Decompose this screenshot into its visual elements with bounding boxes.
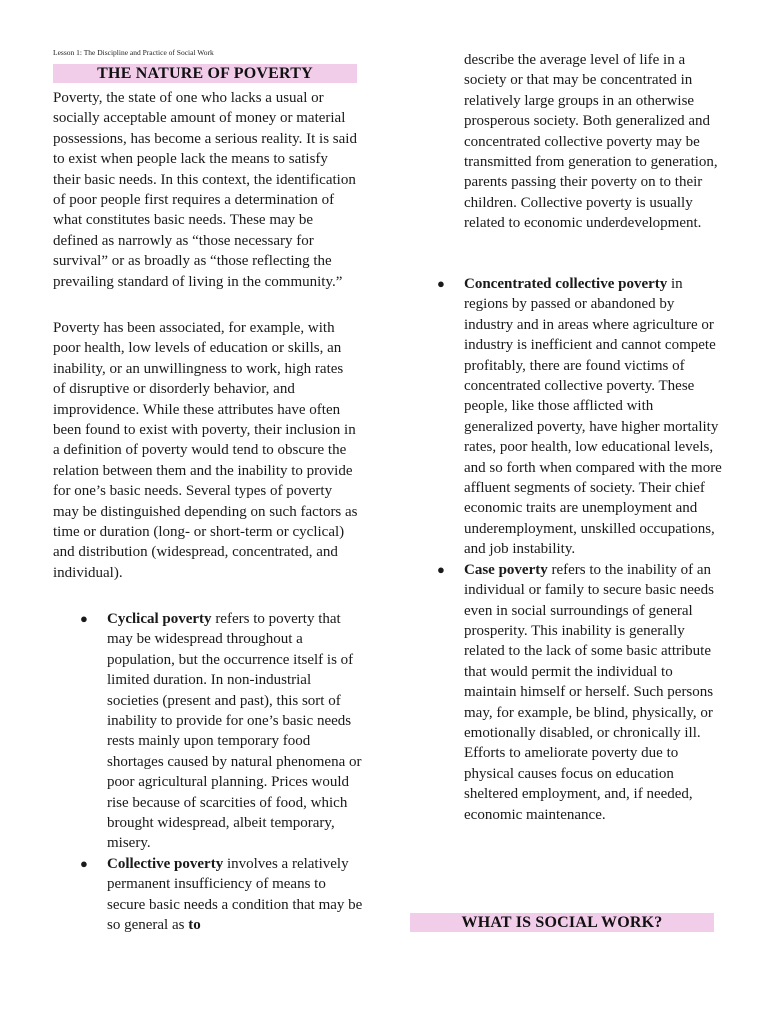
section-heading-nature-of-poverty: THE NATURE OF POVERTY	[53, 64, 357, 83]
bullet-cyclical-poverty	[53, 609, 363, 854]
bullet-trailing-bold: to	[188, 917, 201, 934]
bullet-term: Cyclical poverty	[107, 611, 212, 627]
collective-poverty-continuation: describe the average level of life in a society or that may be concentrated in relatively large groups in an otherwise prosperous society. Both generalized and concentrated collective poverty may be transmitted from generation to generation, parents passing their poverty on to their children. Collective poverty is usually related to economic underdevelopment.	[464, 52, 718, 232]
bullet-text: refers to the inability of an individual or family to secure basic needs even in social surroundings of general prosperity. This inability is generally related to the lack of some basic attribute that would permit the individual to maintain himself or herself. Such persons may, for example, be blind, physically, or emotionally disabled, or chronically ill. Efforts to ameliorate poverty due to physical causes focus on education sheltered employment, and, if needed, economic maintenance.	[464, 561, 714, 823]
bullet-collective-poverty	[53, 854, 363, 936]
bullet-term: Case poverty	[464, 561, 548, 578]
bullet-term: Concentrated collective poverty	[464, 276, 668, 292]
bullet-dot-icon: ●	[80, 611, 88, 626]
bullet-case-poverty	[410, 560, 726, 825]
bullet-term: Collective poverty	[107, 855, 224, 872]
bullet-concentrated-collective-poverty	[410, 274, 726, 560]
bullet-text: in regions by passed or abandoned by industry and in areas where agriculture or industry is inefficient and cannot compete profitably, there are found victims of concentrated collective poverty. These people, like those afflicted with generalized poverty, have higher mortality rates, poor health, low educational levels, and so forth when compared with the more affluent segments of society. Their chief economic traits are unemployment and underemployment, unskilled occupations, and job instability.	[464, 276, 722, 558]
bullet-dot-icon: ●	[437, 276, 445, 291]
bullet-dot-icon: ●	[437, 561, 445, 577]
left-bullet-list	[53, 609, 363, 936]
section-heading-what-is-social-work: WHAT IS SOCIAL WORK?	[410, 913, 714, 932]
bullet-text: refers to poverty that may be widespread throughout a population, but the occurrence itself is of limited duration. In non-industrial societies (present and past), this sort of inability to provide for one’s basic needs rests mainly upon temporary food shortages caused by natural phenomena or poor agricultural planning. Prices would rise because of scarcities of food, which brought widespread, albeit temporary, misery.	[107, 611, 362, 852]
right-bullet-list	[410, 274, 726, 825]
paragraph-poverty-definition: Poverty, the state of one who lacks a usual or socially acceptable amount of money or material possessions, has become a serious reality. It is said to exist when people lack the means to satisfy their basic needs. In this context, the identification of poor people first requires a determination of what constitutes basic needs. These may be defined as narrowly as “those necessary for survival” or as broadly as “those reflecting the prevailing standard of living in the community.”	[53, 90, 357, 290]
bullet-dot-icon: ●	[80, 855, 88, 871]
paragraph-poverty-associations: Poverty has been associated, for example, with poor health, low levels of education or skills, an inability, or an unwillingness to work, high rates of disruptive or disorderly behavior, and improvidence. While these attributes have often been found to exist with poverty, their inclusion in a definition of poverty would tend to obscure the relation between them and the inability to provide for one’s basic needs. Several types of poverty may be distinguished depending on such factors as time or duration (long- or short-term or cyclical) and distribution (widespread, concentrated, and individual).	[53, 320, 358, 581]
bullet-text: involves a relatively permanent insufficiency of means to secure basic needs a condition that may be so general as	[107, 855, 363, 934]
running-head: Lesson 1: The Discipline and Practice of Social Work	[53, 48, 214, 57]
